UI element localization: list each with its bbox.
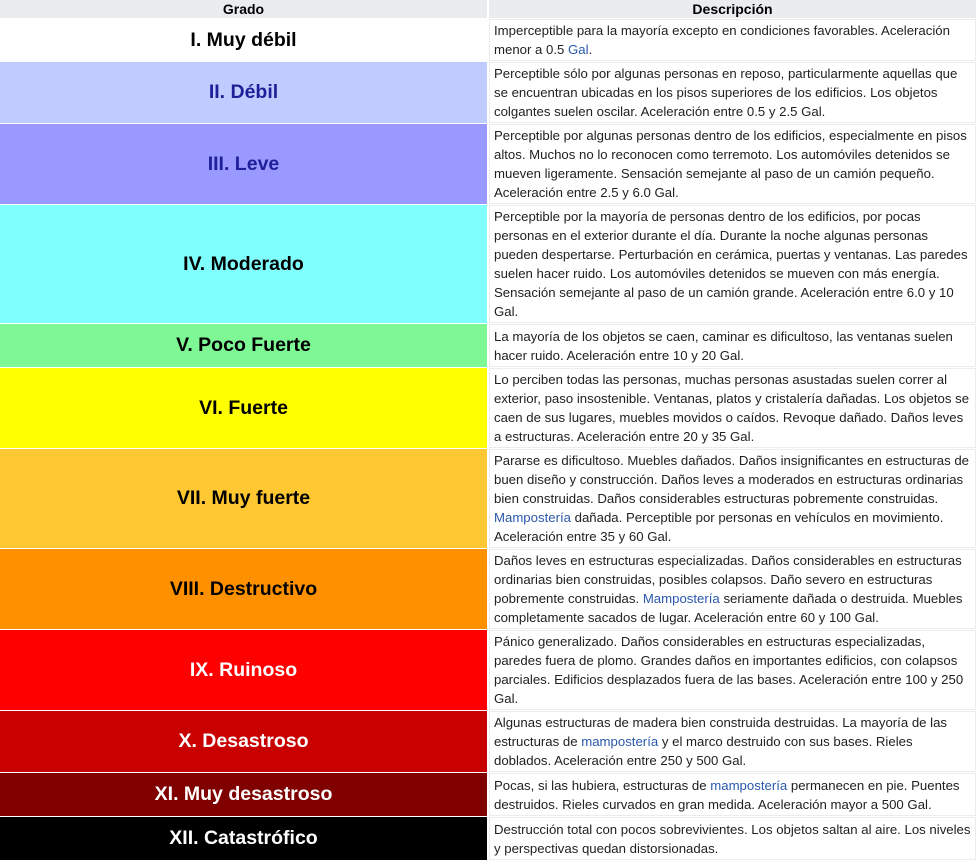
description-cell (489, 124, 976, 204)
table-row (0, 124, 976, 204)
grade-cell: VIII. Destructivo (0, 549, 487, 629)
table-row (0, 205, 976, 323)
table-header-row (0, 0, 976, 18)
description-cell (489, 19, 976, 61)
description-text: Perceptible por algunas personas dentro de los edificios, especialmente en pisos altos. Muchos no lo reconocen como terremoto. Los automóviles detenidos se mueven ligeramente. Sensación semejante al paso de un camión pequeño. Aceleración entre 2.5 y 6.0 Gal. (494, 128, 967, 200)
description-text: La mayoría de los objetos se caen, caminar es dificultoso, las ventanas suelen hacer ruido. Aceleración entre 10 y 20 Gal. (494, 328, 953, 363)
mamposteria-link[interactable]: mampostería (581, 734, 659, 749)
description-cell (489, 449, 976, 548)
mamposteria-link[interactable]: Mampostería (494, 510, 571, 525)
grade-cell: XII. Catastrófico (0, 817, 487, 860)
description-text: Pánico generalizado. Daños considerables en estructuras especializadas, paredes fuera de plomo. Grandes daños en importantes edificios, con colapsos parciales. Edificios desplazados fuera de las bases. Aceleración entre 100 y 250 Gal. (494, 634, 964, 706)
description-cell (489, 368, 976, 448)
table-row (0, 549, 976, 629)
description-text: Imperceptible para la mayoría excepto en condiciones favorables. Aceleración menor a 0.5 (494, 23, 950, 57)
table-row (0, 711, 976, 772)
description-text: dañada. Perceptible por personas en vehículos en movimiento. Aceleración entre 35 y 60 Gal. (494, 510, 944, 544)
description-cell (489, 817, 976, 860)
grade-cell: II. Débil (0, 62, 487, 123)
mamposteria-link[interactable]: Gal (568, 42, 589, 57)
description-text: . (588, 42, 593, 57)
table-row (0, 368, 976, 448)
grade-cell: VI. Fuerte (0, 368, 487, 448)
description-text: Lo perciben todas las personas, muchas personas asustadas suelen correr al exterior, paso insostenible. Ventanas, platos y cristalería dañadas. Los objetos se caen de sus lugares, muebles movidos o caídos. Revoque dañado. Daños leves a estructuras. Aceleración entre 20 y 35 Gal. (494, 372, 970, 444)
grade-cell: IX. Ruinoso (0, 630, 487, 710)
description-text: Perceptible por la mayoría de personas dentro de los edificios, por pocas personas en el exterior durante el día. Durante la noche algunas personas pueden despertarse. Perturbación en cerámica, puertas y ventanas. Las paredes suelen hacer ruido. Los automóviles detenidos se mueven con más energía. Sensación semejante al paso de un camión grande. Aceleración entre 6.0 y 10 Gal. (494, 209, 968, 319)
grade-cell: III. Leve (0, 124, 487, 204)
grade-cell: V. Poco Fuerte (0, 324, 487, 367)
description-text: Pocas, si las hubiera, estructuras de (494, 777, 711, 793)
description-text: seriamente dañada o destruida. Muebles completamente sacados de lugar. Aceleración entre 60 y 100 Gal. (494, 591, 963, 625)
description-text: Daños leves en estructuras especializadas. Daños considerables en estructuras ordinarias bien construidas, posibles colapsos. Daño severo en estructuras pobremente construidas. (494, 553, 962, 606)
grade-cell: I. Muy débil (0, 19, 487, 61)
description-text: Destrucción total con pocos sobrevivientes. Los objetos saltan al aire. Los niveles y perspectivas quedan distorsionadas. (494, 821, 971, 856)
table-row (0, 773, 976, 816)
description-column-header: Descripción (489, 0, 976, 18)
table-row (0, 817, 976, 860)
description-cell (489, 62, 976, 123)
description-cell (489, 549, 976, 629)
table-row (0, 62, 976, 123)
grade-cell: VII. Muy fuerte (0, 449, 487, 548)
description-cell (489, 773, 976, 816)
table-row (0, 449, 976, 548)
description-cell (489, 324, 976, 367)
table-row (0, 630, 976, 710)
mamposteria-link[interactable]: mampostería (710, 777, 788, 793)
grade-column-header: Grado (0, 0, 487, 18)
description-cell (489, 205, 976, 323)
description-text: Perceptible sólo por algunas personas en reposo, particularmente aquellas que se encuentran ubicadas en los pisos superiores de los edificios. Los objetos colgantes suelen oscilar. Aceleración entre 0.5 y 2.5 Gal. (494, 66, 958, 119)
description-text: Algunas estructuras de madera bien construida destruidas. La mayoría de las estructuras de (494, 715, 948, 749)
table-row (0, 19, 976, 61)
table-body (0, 19, 976, 860)
description-text: permanecen en pie. Puentes destruidos. Rieles curvados en gran medida. Aceleración mayor a 500 Gal. (494, 777, 960, 812)
description-text: y el marco destruido con sus bases. Rieles doblados. Aceleración entre 250 y 500 Gal. (494, 734, 913, 768)
mamposteria-link[interactable]: Mampostería (642, 591, 720, 606)
description-cell (489, 711, 976, 772)
table-row (0, 324, 976, 367)
grade-cell: XI. Muy desastroso (0, 773, 487, 816)
description-text: Pararse es dificultoso. Muebles dañados. Daños insignificantes en estructuras de buen diseño y construcción. Daños leves a moderados en estructuras ordinarias bien construidas. Daños considerables estructuras pobremente construidas. (494, 453, 970, 506)
grade-cell: IV. Moderado (0, 205, 487, 323)
description-cell (489, 630, 976, 710)
grade-cell: X. Desastroso (0, 711, 487, 772)
